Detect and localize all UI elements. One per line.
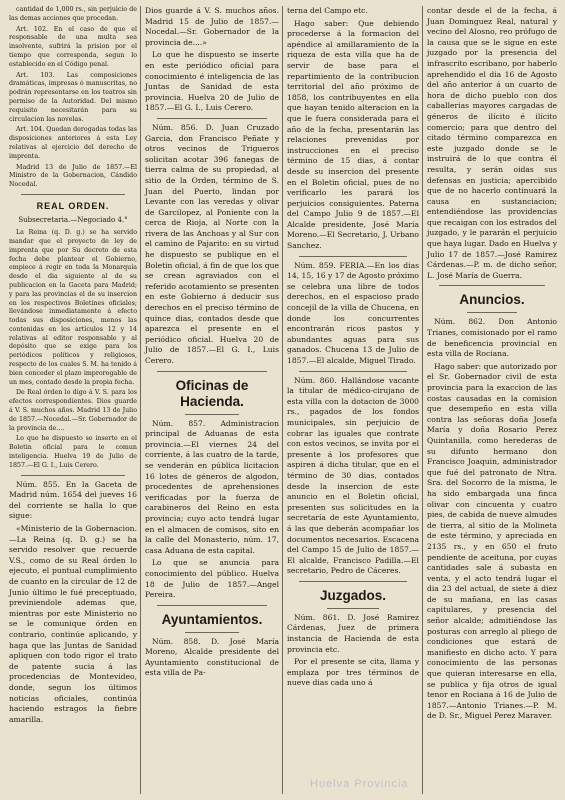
article-paragraph: contar desde el de la fecha, á Juan Dominguez Real, natural y vecino del Alosno, reo prófugo de la causa que se le sigue en este juzgado por la presencia del infrascrito escribano, por haberlo aprehendido el dia 16 de Agosto del año anterior á un cuarto de hora de dicho pueblo con dos caballerias mayores cargadas de géneros de ilícito é ilícito comercio; para que dentro del citado término comparezca en este juzgado donde se le instruirá de lo que contra él resulta, y serán oidas sus defensas en justicia; apercibido que de no hacerlo continuará la causa en sustanciacion; entendiéndose las providencias que recaigan con los estrados del juzgado, y le pararán el perjuicio que haya lugar. Dado en Huelva y Julio 17 de 1857.—José Ramirez Cárdenas.—P. m. de dicho señor, L. José María de Guerra. [427,6,557,280]
column-2 [142,6,282,796]
section-heading: Juzgados. [319,587,386,603]
section-heading: Anuncios. [459,292,525,308]
article-paragraph: Dios guarde á V. S. muchos años. Madrid 15 de Julio de 1857.—Nocedal.—Sr. Gobernador de la provincia de....» [145,6,279,47]
article-paragraph: Madrid 13 de Julio de 1857.—El Ministro de la Gobernacion, Cándido Nocedal. [9,163,137,189]
separator-rule [157,371,267,372]
article-paragraph: Núm. 862. Don Antonio Trianes, comisionado por el ramo de beneficencia provincial en esta villa de Rociana. [427,317,557,359]
article-paragraph: Núm. 860. Hallándose vacante la titular de médico-cirujano de esta villa con la dotacion de 3000 rs., pagados de los fondos municipales, sin perjuicio de cobrar las iguales que contrate con estos vecinos, se invita por el presente á los profesores que aspiren á dicha titular, que en el término de 30 dias, contados desde la insercion de este anuncio en el Boletin oficial, presenten sus solicitudes en la secretaría de este Ayuntamiento, á las que deberán acompañar los documentos necesarios. Escacena del Campo 15 de Julio de 1857.—El alcalde, Francisco Padilla.—El secretario, Pedro de Cáceres. [287,375,419,576]
article-paragraph: Por el presente se cita, llama y emplaza por tres términos de nueve dias cada uno á [287,657,419,688]
section-heading: Oficinas de Hacienda. [175,377,249,409]
separator-rule [185,414,239,415]
article-paragraph: cantidad de 1,000 rs., sin perjuicio de las demas acciones que procedan. [9,6,137,22]
column-rule [282,6,283,794]
separator-rule [299,371,407,372]
separator-rule [185,632,239,633]
article-paragraph: Art. 104. Quedan derogadas todas las disposiciones anteriores á esta Ley relativas al ejercicio del derecho de imprenta. [9,126,137,160]
article-paragraph: Art. 102. En el caso de que el responsable de una multa sea insolvente, sufrirá la prision por el tiempo que corresponda, segun lo establecido en el Código penal. [9,25,137,68]
section-subheading: Subsecretaria.—Negociado 4.° [18,215,128,224]
section-heading: REAL ORDEN. [36,200,110,211]
separator-rule [327,608,379,609]
article-paragraph: Art. 103. Las composiciones dramáticas, impresas ó manuscritas, no podrán representarse en los teatros sin permiso de la Autoridad. Del mismo requisito necesitarán para su circulacion las novelas. [9,71,137,123]
column-rule [422,6,423,794]
article-paragraph: terna del Campo etc. [287,6,368,15]
article-paragraph: Núm. 861. D. José Ramirez Cárdenas, Juez de primera instancia de Hacienda de esta provincia etc. [287,612,419,654]
column-3 [284,6,422,796]
separator-rule [299,256,407,257]
article-paragraph: De Real órden lo digo á V. S. para los efectos correspondientes. Dios guarde á V. S. muchos años. Madrid 13 de Julio de 1857.—Nocedal.—Sr. Gobernador de la provincia de.... [9,389,137,432]
article-paragraph: Lo que he dispuesto se inserte en este periódico oficial para conocimiento é inteligencia de las Juntas de Sanidad de esta provincia. Huelva 20 de Julio de 1857.—El G. I., Luis Cerero. [145,50,279,113]
column-rule [140,6,141,794]
article-paragraph: Hago saber: que autorizado por el Sr. Gobernador civil de esta provincia para la exaccion de las costas causadas en la comision que desempeño en esta villa contra las señoras doña Josefa María y doña Rosario Perez Quintanilla, como herederas de su difunto hermano don Francisco Joaquin, administrador que fué del patronato de Ntra. Sra. del Socorro de la misma, le ha sido embargada una finca olivar con cincuenta y cuatro pies, de cabida de nueve almudes de tierra, al sitio de la Molineta de este término, y apreciada en 2135 rs., y en 650 el fruto pendiente de aceituna, por cuyas cantidades sale á subasta en venta, y el acto tendrá lugar el dia 23 del actual, de siete á diez de su mañana, en las casas capitulares, y presencia del señor alcalde; admitiéndose las posturas con arreglo al pliego de condiciones que estará de manifiesto en dicho acto. Y para conocimiento de las personas que quieran interesarse en ella, se publica y fija otros de igual tenor en Rociana á 16 de Julio de 1857.—Antonio Trianes.—P. M. de D. Sr., Miguel Perez Maraver. [427,361,557,721]
article-paragraph: «Ministerio de la Gobernacion.—La Reina (q. D. g.) se ha servido resolver que recuerde V.S., como de su Real órden lo ejecuto, el puntual cumplimiento de cuanto en la circular de 12 de Junio último le fué preceptuado, previniendole ademas que, mientras por este Ministerio no se le comunique órden en contrario, continúe aplicando, y haga que las Juntas de Sanidad apliquen con todo rigor el trato de patente sucia á las procedencias de Montevideo, donde, segun los últimos noticias oficiales, continúa haciendo estragos la fiebre amarilla. [9,524,137,724]
separator-rule [439,285,545,286]
separator-rule [21,194,125,195]
article-paragraph: Hago saber: Que debiendo procederse á la formacion del apéndice al amillaramiento de la riqueza de esta villa que ha de servir de base para el repartimiento de la contribucion territorial del año próximo de 1858, los contribuyentes en ella que hayan tenido alteracion en la que le fuera considerada para el año de la fecha, presentarán las relaciones prevenidas por instrucciones en el preciso término de 15 dias, á contar desde su insercion del presente en el Boletin oficial, pues de no verificarlo les parará los perjuicios consiguientes. Paterna del Campo Julio 9 de 1857.—El Alcalde presidente, José María Moreno.—El Secretario, J. Urbano Sanchez. [287,18,419,251]
separator-rule [299,581,407,582]
article-paragraph: La Reina (q. D. g.) se ha servido mandar que el proyecto de ley de imprenta que por Su decreto de esta fecha debe plantear el Gobierno, empiece á regir en toda la Monarquía desde el dia siguiente al de su publicacion en la Gaceta para Madrid; y para las provincias el de su insercion en los respectivos Boletines oficiales; llevándose inmediatamente á efecto todas sus disposiciones, menos las contenidas en los artículos 12 y 14 relativas al editor responsable y al depósito que se exige para los periódicos políticos y religiosos, respecto de los cuales S. M. ha tenido á bien conceder el plazo improrogable de un mes, contado desde la propia fecha. [9,229,137,386]
separator-rule [21,475,125,476]
watermark: Huelva Provincia [310,778,409,790]
column-4 [424,6,560,796]
article-paragraph: Núm. 856. D. Juan Cruzado Garcia, don Francisco Peñate y otros vecinos de Trigueros solicitan acotar 396 fanegas de tierra calma de su propiedad, al sitio de la Orden, término de S. Juan del Puerto, lindan por Levante con las veredas y olivar de Garcilopez, al Poniente con la cerca de Rioja, al Norte con la rivera de las Anchoas y al Sur con el camino de Pajarito: en su virtud he dispuesto se publique en el Boletin oficial, á fin de que los que se crean agraviados con el referido acotamiento se presenten en este Gobierno á deducir sus derechos en el preciso término de quince dias, contados desde que aparezca el presente en el periódico oficial. Huelva 20 de Julio de 1857.—El G. I., Luis Cerero. [145,122,279,365]
article-paragraph: Lo que se anuncia para conocimiento del público. Huelva 18 de Julio de 1857.—Angel Pereira. [145,558,279,600]
separator-rule [157,118,267,119]
separator-rule [157,605,267,606]
article-paragraph: Núm. 855. En la Gaceta de Madrid núm. 1654 del jueves 16 del corriente se halla lo que sigue: [9,479,137,521]
article-paragraph: Núm. 857. Administracion principal de Aduanas de esta provincia.—El viernes 24 del corriente, á las cuatro de la tarde, se venderán en pública licitacion 16 lotes de géneros de algodon, procedentes de aprehensiones verificadas por la fuerza de carabineros del Reino en esta provincia; cuyo acto tendrá lugar en el almacen de comisos, sito en la calle del Monasterio, núm. 17, casa Aduana de esta capital. [145,418,279,555]
article-paragraph: Núm. 858. D. José María Moreno, Alcalde presidente del Ayuntamiento constitucional de esta villa de Pa- [145,636,279,678]
column-1 [6,6,140,796]
separator-rule [467,312,517,313]
article-paragraph: Núm. 859. FERIA.—En los dias 14, 15, 16 y 17 de Agosto próximo se celebra una libre de todos derechos, en el espacioso prado concejil de la villa de Chucena, en donde los concurrentes encontrarán ricos pastos y abundantes aguas para sus ganados. Chucena 13 de Julio de 1857.—El alcalde, Miguel Tirado. [287,260,420,365]
article-paragraph: Lo que he dispuesto se inserte en el Boletin oficial para le comun inteligencia. Huelva 19 de Julio de 1857.—El G. I., Luis Cerero. [9,435,137,469]
section-heading: Ayuntamientos. [161,611,263,627]
